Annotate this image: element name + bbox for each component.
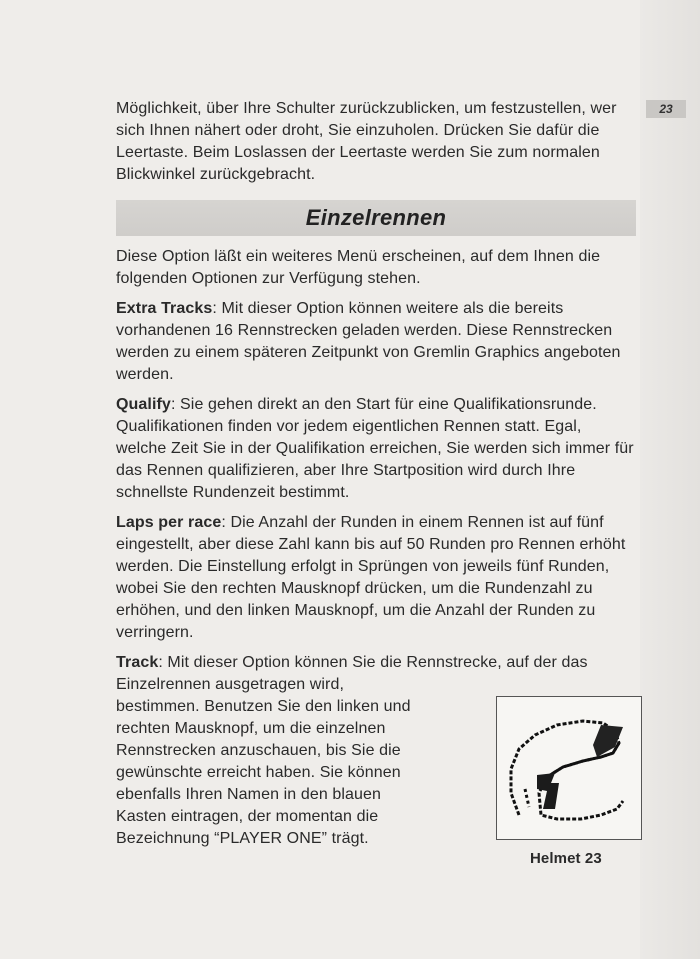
option-track [116,652,636,867]
option-laps-per-race [116,512,636,644]
intro-paragraph: Möglichkeit, über Ihre Schulter zurückzublicken, um festzustellen, wer sich Ihnen nähert oder droht, Sie einzuholen. Drücken Sie dafür die Leertaste. Beim Loslassen der Leertaste werden Sie zum normalen Blickwinkel zurückgebracht. [116,100,617,183]
page-content [116,98,636,867]
option-text: : Die Anzahl der Runden in einem Rennen ist auf fünf eingestellt, aber diese Zahl kann bis auf 50 Runden pro Rennen erhöht werden. Die Einstellung erfolgt in Sprüngen von jeweils fünf Runden, wobei Sie den rechten Mausknopf drücken, um die Rundenzahl zu erhöhen, und den linken Mausknopf, um die Anzahl der Runden zu verringern. [116,514,626,641]
option-qualify [116,394,636,504]
helmet-figure [496,696,642,840]
section-heading-text: Einzelrennen [305,205,447,230]
option-term: Extra Tracks [116,300,213,317]
page-number: 23 [646,100,686,118]
page-edge [640,0,700,959]
option-text: : Sie gehen direkt an den Start für eine Qualifikationsrunde. Qualifikationen finden vor jedem eigentlichen Rennen statt. Egal, welche Zeit Sie in der Qualifikation erreichen, Sie werden sich immer für das Rennen qualifizieren, aber Ihre Startposition wird durch Ihre schnellste Rundenzeit bestimmt. [116,396,634,501]
figure-caption: Helmet 23 [530,850,602,867]
option-text: : Mit dieser Option können weitere als die bereits vorhandenen 16 Rennstrecken geladen werden. Diese Rennstrecken werden zu einem späteren Zeitpunkt von Gremlin Graphics angeboten werden. [116,300,621,383]
option-extra-tracks [116,298,636,386]
section-heading [116,200,636,236]
track-remaining-text: bestimmen. Benutzen Sie den linken und rechten Mausknopf, um die einzelnen Rennstrecken anzuschauen, bis Sie die gewünschte erreicht haben. Sie können ebenfalls Ihren Namen in den blauen Kasten eintragen, der momentan die Bezeichnung “PLAYER ONE” trägt. [116,698,411,847]
option-intro-paragraph: Diese Option läßt ein weiteres Menü erscheinen, auf dem Ihnen die folgenden Optionen zur Verfügung stehen. [116,248,601,287]
helmet-icon [497,697,641,839]
option-term: Track [116,654,159,671]
option-term: Laps per race [116,514,222,531]
option-term: Qualify [116,396,171,413]
track-first-lines [116,652,636,696]
option-text: : Mit dieser Option können Sie die Rennstrecke, auf der das Einzelrennen ausgetragen wird, [116,654,588,693]
